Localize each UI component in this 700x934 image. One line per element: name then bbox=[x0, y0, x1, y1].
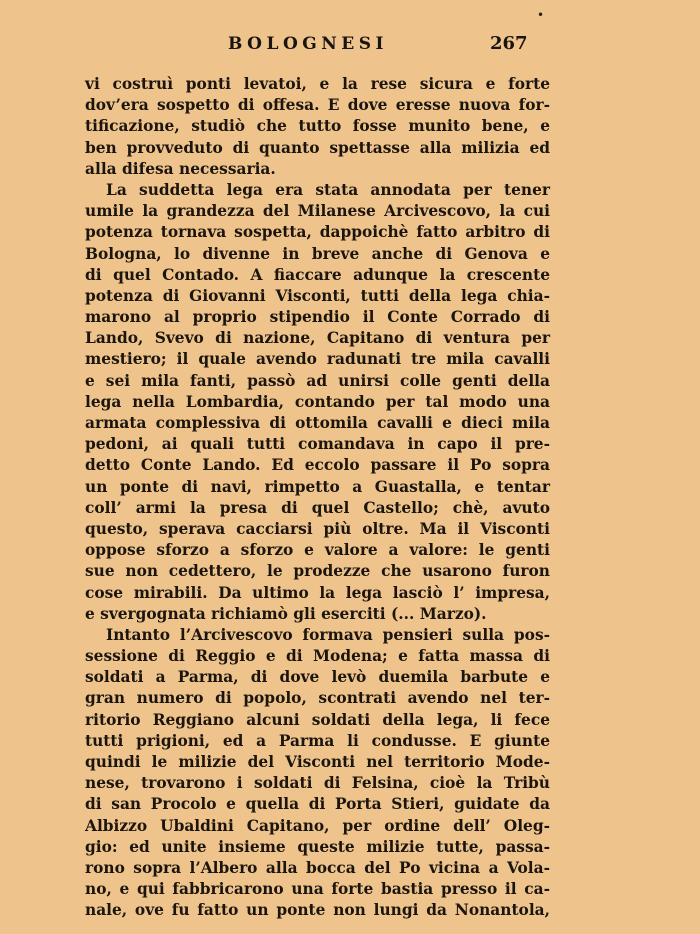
text-line: potenza di Giovanni Visconti, tutti della lega chia- bbox=[85, 286, 550, 305]
text-line: e svergognata richiamò gli eserciti (... Marzo). bbox=[85, 604, 487, 623]
text-line: Intanto l’Arcivescovo formava pensieri sulla pos- bbox=[106, 625, 550, 644]
text-line: mestiero; il quale avendo radunati tre mila cavalli bbox=[85, 350, 550, 369]
text-line: gran numero di popolo, scontrati avendo nel ter- bbox=[85, 689, 550, 708]
text-line: nese, trovarono i soldati di Felsina, cioè la Tribù bbox=[85, 774, 550, 793]
text-line: tificazione, studiò che tutto fosse munito bene, e bbox=[85, 117, 550, 136]
text-line: gio: ed unite insieme queste milizie tutte, passa- bbox=[85, 837, 550, 856]
corner-mark: • bbox=[537, 8, 545, 22]
text-line: no, e qui fabbricarono una forte bastia presso il ca- bbox=[85, 880, 550, 899]
text-line: di quel Contado. A fiaccare adunque la crescente bbox=[85, 265, 550, 284]
text-line: lega nella Lombardia, contando per tal modo una bbox=[85, 392, 550, 411]
text-line: e sei mila fanti, passò ad unirsi colle genti della bbox=[85, 371, 550, 390]
text-line: La suddetta lega era stata annodata per tener bbox=[106, 180, 550, 199]
text-line: quindi le milizie del Visconti nel territorio Mode- bbox=[85, 753, 550, 771]
text-line: coll’ armi la presa di quel Castello; chè, avuto bbox=[85, 498, 550, 517]
text-line: rono sopra l’Albero alla bocca del Po vicina a Vola- bbox=[85, 858, 550, 877]
text-line: di san Procolo e quella di Porta Stieri, guidate da bbox=[85, 795, 550, 814]
text-line: sue non cedettero, le prodezze che usarono furon bbox=[85, 562, 550, 581]
page-number: 267 bbox=[490, 33, 528, 54]
text-line: un ponte di navi, rimpetto a Guastalla, e tentar bbox=[85, 477, 550, 496]
text-line: oppose sforzo a sforzo e valore a valore: le genti bbox=[85, 541, 550, 560]
text-line: sessione di Reggio e di Modena; e fatta massa di bbox=[85, 647, 550, 666]
text-line: questo, sperava cacciarsi più oltre. Ma il Visconti bbox=[85, 519, 550, 538]
body-text bbox=[85, 74, 550, 922]
text-line: tutti prigioni, ed a Parma li condusse. E giunte bbox=[85, 731, 550, 750]
text-line: cose mirabili. Da ultimo la lega lasciò l’ impresa, bbox=[85, 583, 550, 602]
text-line: pedoni, ai quali tutti comandava in capo il pre- bbox=[85, 435, 550, 454]
text-line: marono al proprio stipendio il Conte Corrado di bbox=[85, 308, 550, 327]
text-line: soldati a Parma, di dove levò duemila barbute e bbox=[85, 668, 550, 687]
text-line: alla difesa necessaria. bbox=[85, 159, 276, 178]
text-line: ritorio Reggiano alcuni soldati della lega, li fece bbox=[85, 710, 550, 729]
text-line: dov’era sospetto di offesa. E dove eresse nuova for- bbox=[85, 96, 550, 115]
text-line: umile la grandezza del Milanese Arcivescovo, la cui bbox=[85, 202, 550, 221]
text-line: Albizzo Ubaldini Capitano, per ordine dell’ Oleg- bbox=[85, 816, 550, 835]
text-line: potenza tornava sospetta, dappoichè fatto arbitro di bbox=[85, 223, 550, 242]
text-line: Lando, Svevo di nazione, Capitano di ventura per bbox=[85, 329, 550, 348]
text-line: vi costruì ponti levatoi, e la rese sicura e forte bbox=[85, 75, 550, 93]
text-line: detto Conte Lando. Ed eccolo passare il Po sopra bbox=[85, 456, 550, 475]
running-head: BOLOGNESI bbox=[228, 34, 388, 54]
text-line: nale, ove fu fatto un ponte non lungi da Nonantola, bbox=[85, 901, 550, 920]
page-header bbox=[0, 8, 700, 60]
text-line: ben provveduto di quanto spettasse alla milizia ed bbox=[85, 138, 550, 157]
text-line: armata complessiva di ottomila cavalli e dieci mila bbox=[85, 414, 550, 432]
text-line: Bologna, lo divenne in breve anche di Genova e bbox=[85, 244, 550, 263]
